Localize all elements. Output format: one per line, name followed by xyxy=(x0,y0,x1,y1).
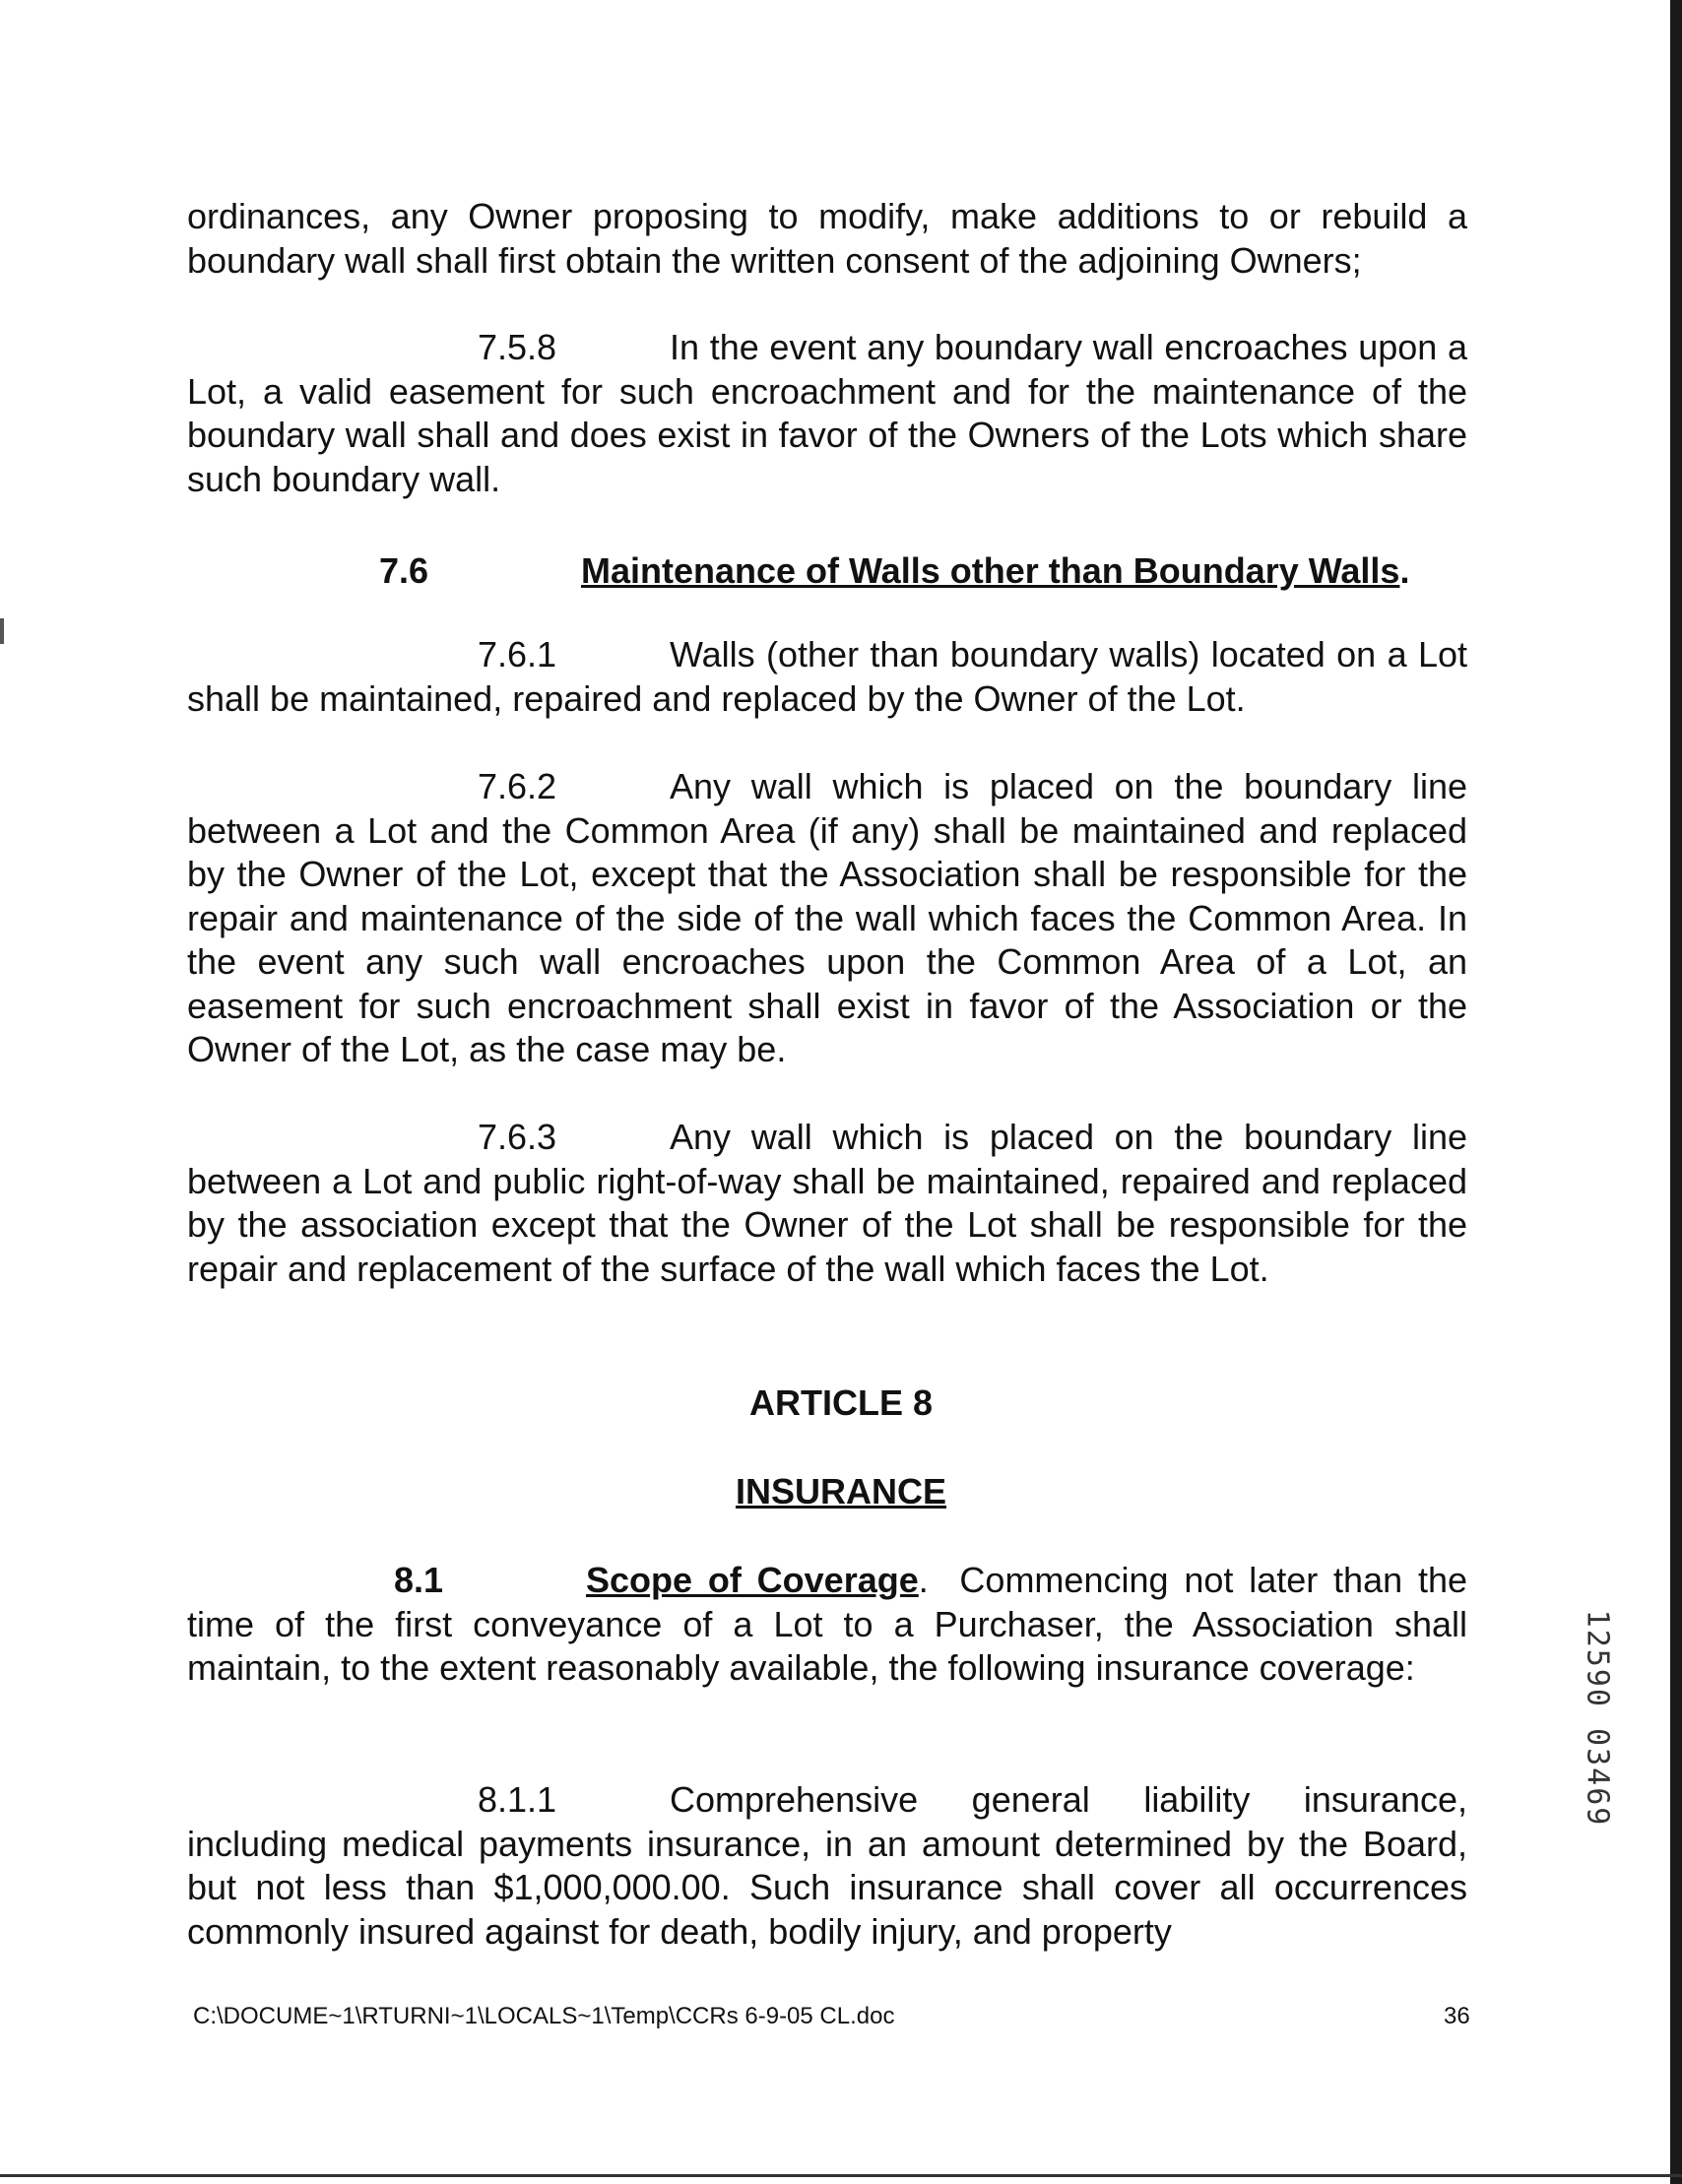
section-7-6-3 xyxy=(187,1116,1467,1291)
section-title: Maintenance of Walls other than Boundary Walls xyxy=(581,550,1400,591)
section-7-6-1 xyxy=(187,633,1467,721)
section-8-1-1 xyxy=(187,1778,1467,1954)
section-text: Any wall which is placed on the boundary line between a Lot and public right-of-way shall be maintained, repaired and replaced by the association except that the Owner of the Lot shall be responsible for the repair and replacement of the surface of the wall which faces the Lot. xyxy=(187,1117,1467,1289)
section-title-period: . xyxy=(1399,550,1410,591)
article-label: ARTICLE 8 xyxy=(748,1382,933,1423)
section-number: 7.6.3 xyxy=(478,1117,557,1157)
section-7-5-8 xyxy=(187,326,1467,501)
footer-file-path: C:\DOCUME~1\RTURNI~1\LOCALS~1\Temp\CCRs 6-9-05 CL.doc xyxy=(193,2003,895,2029)
article-title-text: INSURANCE xyxy=(735,1471,946,1511)
section-text: Commencing not later than the time of the first conveyance of a Lot to a Purchaser, the Association shall maintain, to the extent reasonably available, the following insurance coverage: xyxy=(187,1560,1467,1688)
section-number: 7.6.2 xyxy=(478,766,557,806)
recording-stamp xyxy=(1568,1580,1627,1856)
section-text: Comprehensive general liability insurance, including medical payments insurance, in an amount determined by the Board, but not less than $1,000,000.00. Such insurance shall cover all occurrences commonly insured against for death, bodily injury, and property xyxy=(187,1779,1467,1952)
article-title xyxy=(0,1470,1682,1513)
section-number: 8.1 xyxy=(394,1560,444,1600)
section-number: 7.6 xyxy=(379,550,429,591)
scan-edge-bottom xyxy=(0,2174,1682,2177)
paragraph-continuation-text: ordinances, any Owner proposing to modify, make additions to or rebuild a boundary wall shall first obtain the written consent of the adjoining Owners; xyxy=(187,196,1467,281)
section-8-1 xyxy=(187,1559,1467,1691)
section-number: 7.6.1 xyxy=(478,634,557,674)
section-title-period: . xyxy=(918,1560,929,1600)
paragraph-continuation xyxy=(187,195,1467,283)
page-number: 36 xyxy=(1444,2003,1470,2029)
scan-edge-right xyxy=(1670,0,1682,2184)
scan-edge-mark xyxy=(0,618,4,644)
section-text: In the event any boundary wall encroaches upon a Lot, a valid easement for such encroachment and for the maintenance of the boundary wall shall and does exist in favor of the Owners of the Lots which share such boundary wall. xyxy=(187,327,1467,499)
section-text: Any wall which is placed on the boundary line between a Lot and the Common Area (if any) shall be maintained and replaced by the Owner of the Lot, except that the Association shall be responsible for the repair and maintenance of the side of the wall which faces the Common Area. In the event any such wall encroaches upon the Common Area of a Lot, an easement for such encroachment shall exist in favor of the Association or the Owner of the Lot, as the case may be. xyxy=(187,766,1467,1069)
section-heading-7-6 xyxy=(379,549,1409,593)
recording-stamp-text: 12590 03469 xyxy=(1580,1609,1615,1828)
section-7-6-2 xyxy=(187,765,1467,1072)
section-title: Scope of Coverage xyxy=(586,1560,919,1600)
section-text: Walls (other than boundary walls) located on a Lot shall be maintained, repaired and replaced by the Owner of the Lot. xyxy=(187,634,1467,719)
section-number: 8.1.1 xyxy=(478,1779,557,1820)
section-number: 7.5.8 xyxy=(478,327,557,367)
